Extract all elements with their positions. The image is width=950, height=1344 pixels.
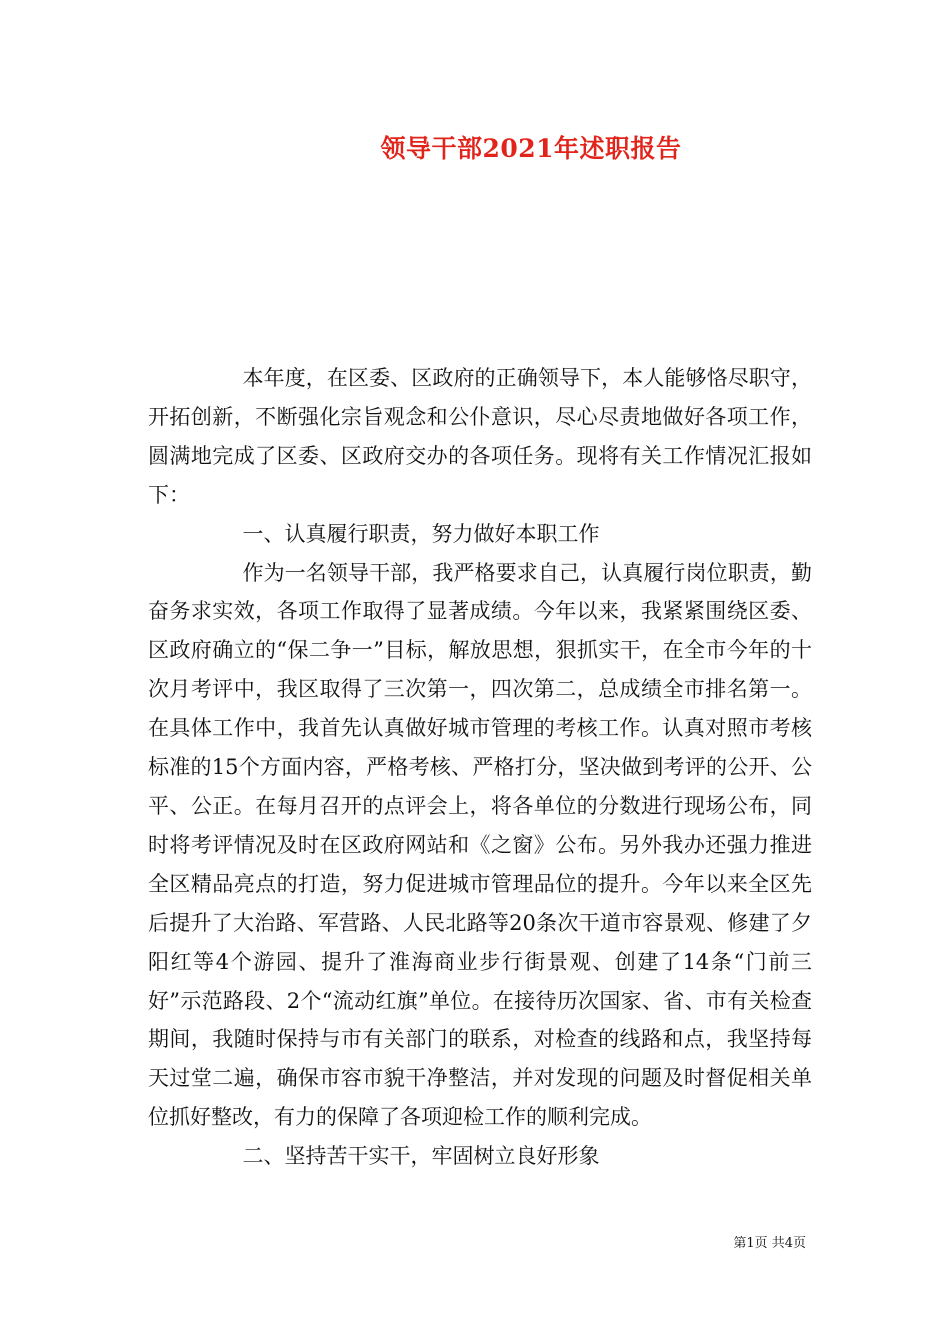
page-number: 第1页 共4页 <box>733 1236 806 1251</box>
section-heading-1: 一、认真履行职责，努力做好本职工作 <box>242 521 600 546</box>
paragraph-intro: 本年度，在区委、区政府的正确领导下，本人能够恪尽职守，开拓创新，不断强化宗旨观念和公仆意识，尽心尽责地做好各项工作，圆满地完成了区委、区政府交办的各项任务。现将有关工作情况汇报如下： <box>148 366 812 507</box>
paragraph-section-1: 作为一名领导干部，我严格要求自己，认真履行岗位职责，勤奋务求实效，各项工作取得了显著成绩。今年以来，我紧紧围绕区委、区政府确立的“保二争一”目标，解放思想，狠抓实干，在全市今年的十次月考评中，我区取得了三次第一，四次第二，总成绩全市排名第一。在具体工作中，我首先认真做好城市管理的考核工作。认真对照市考核标准的15个方面内容，严格考核、严格打分，坚决做到考评的公开、公平、公正。在每月召开的点评会上，将各单位的分数进行现场公布，同时将考评情况及时在区政府网站和《之窗》公布。另外我办还强力推进全区精品亮点的打造，努力促进城市管理品位的提升。今年以来全区先后提升了大治路、军营路、人民北路等20条次干道市容景观、修建了夕阳红等4个游园、提升了淮海商业步行街景观、创建了14条“门前三好”示范路段、2个“流动红旗”单位。在接待历次国家、省、市有关检查期间，我随时保持与市有关部门的联系，对检查的线路和点，我坚持每天过堂二遍，确保市容市貌干净整洁，并对发现的问题及时督促相关单位抓好整改，有力的保障了各项迎检工作的顺利完成。 <box>148 560 812 1130</box>
document-title: 领导干部2021年述职报告 <box>380 134 682 163</box>
document-body <box>148 359 812 1176</box>
section-heading-2: 二、坚持苦干实干，牢固树立良好形象 <box>242 1144 600 1169</box>
